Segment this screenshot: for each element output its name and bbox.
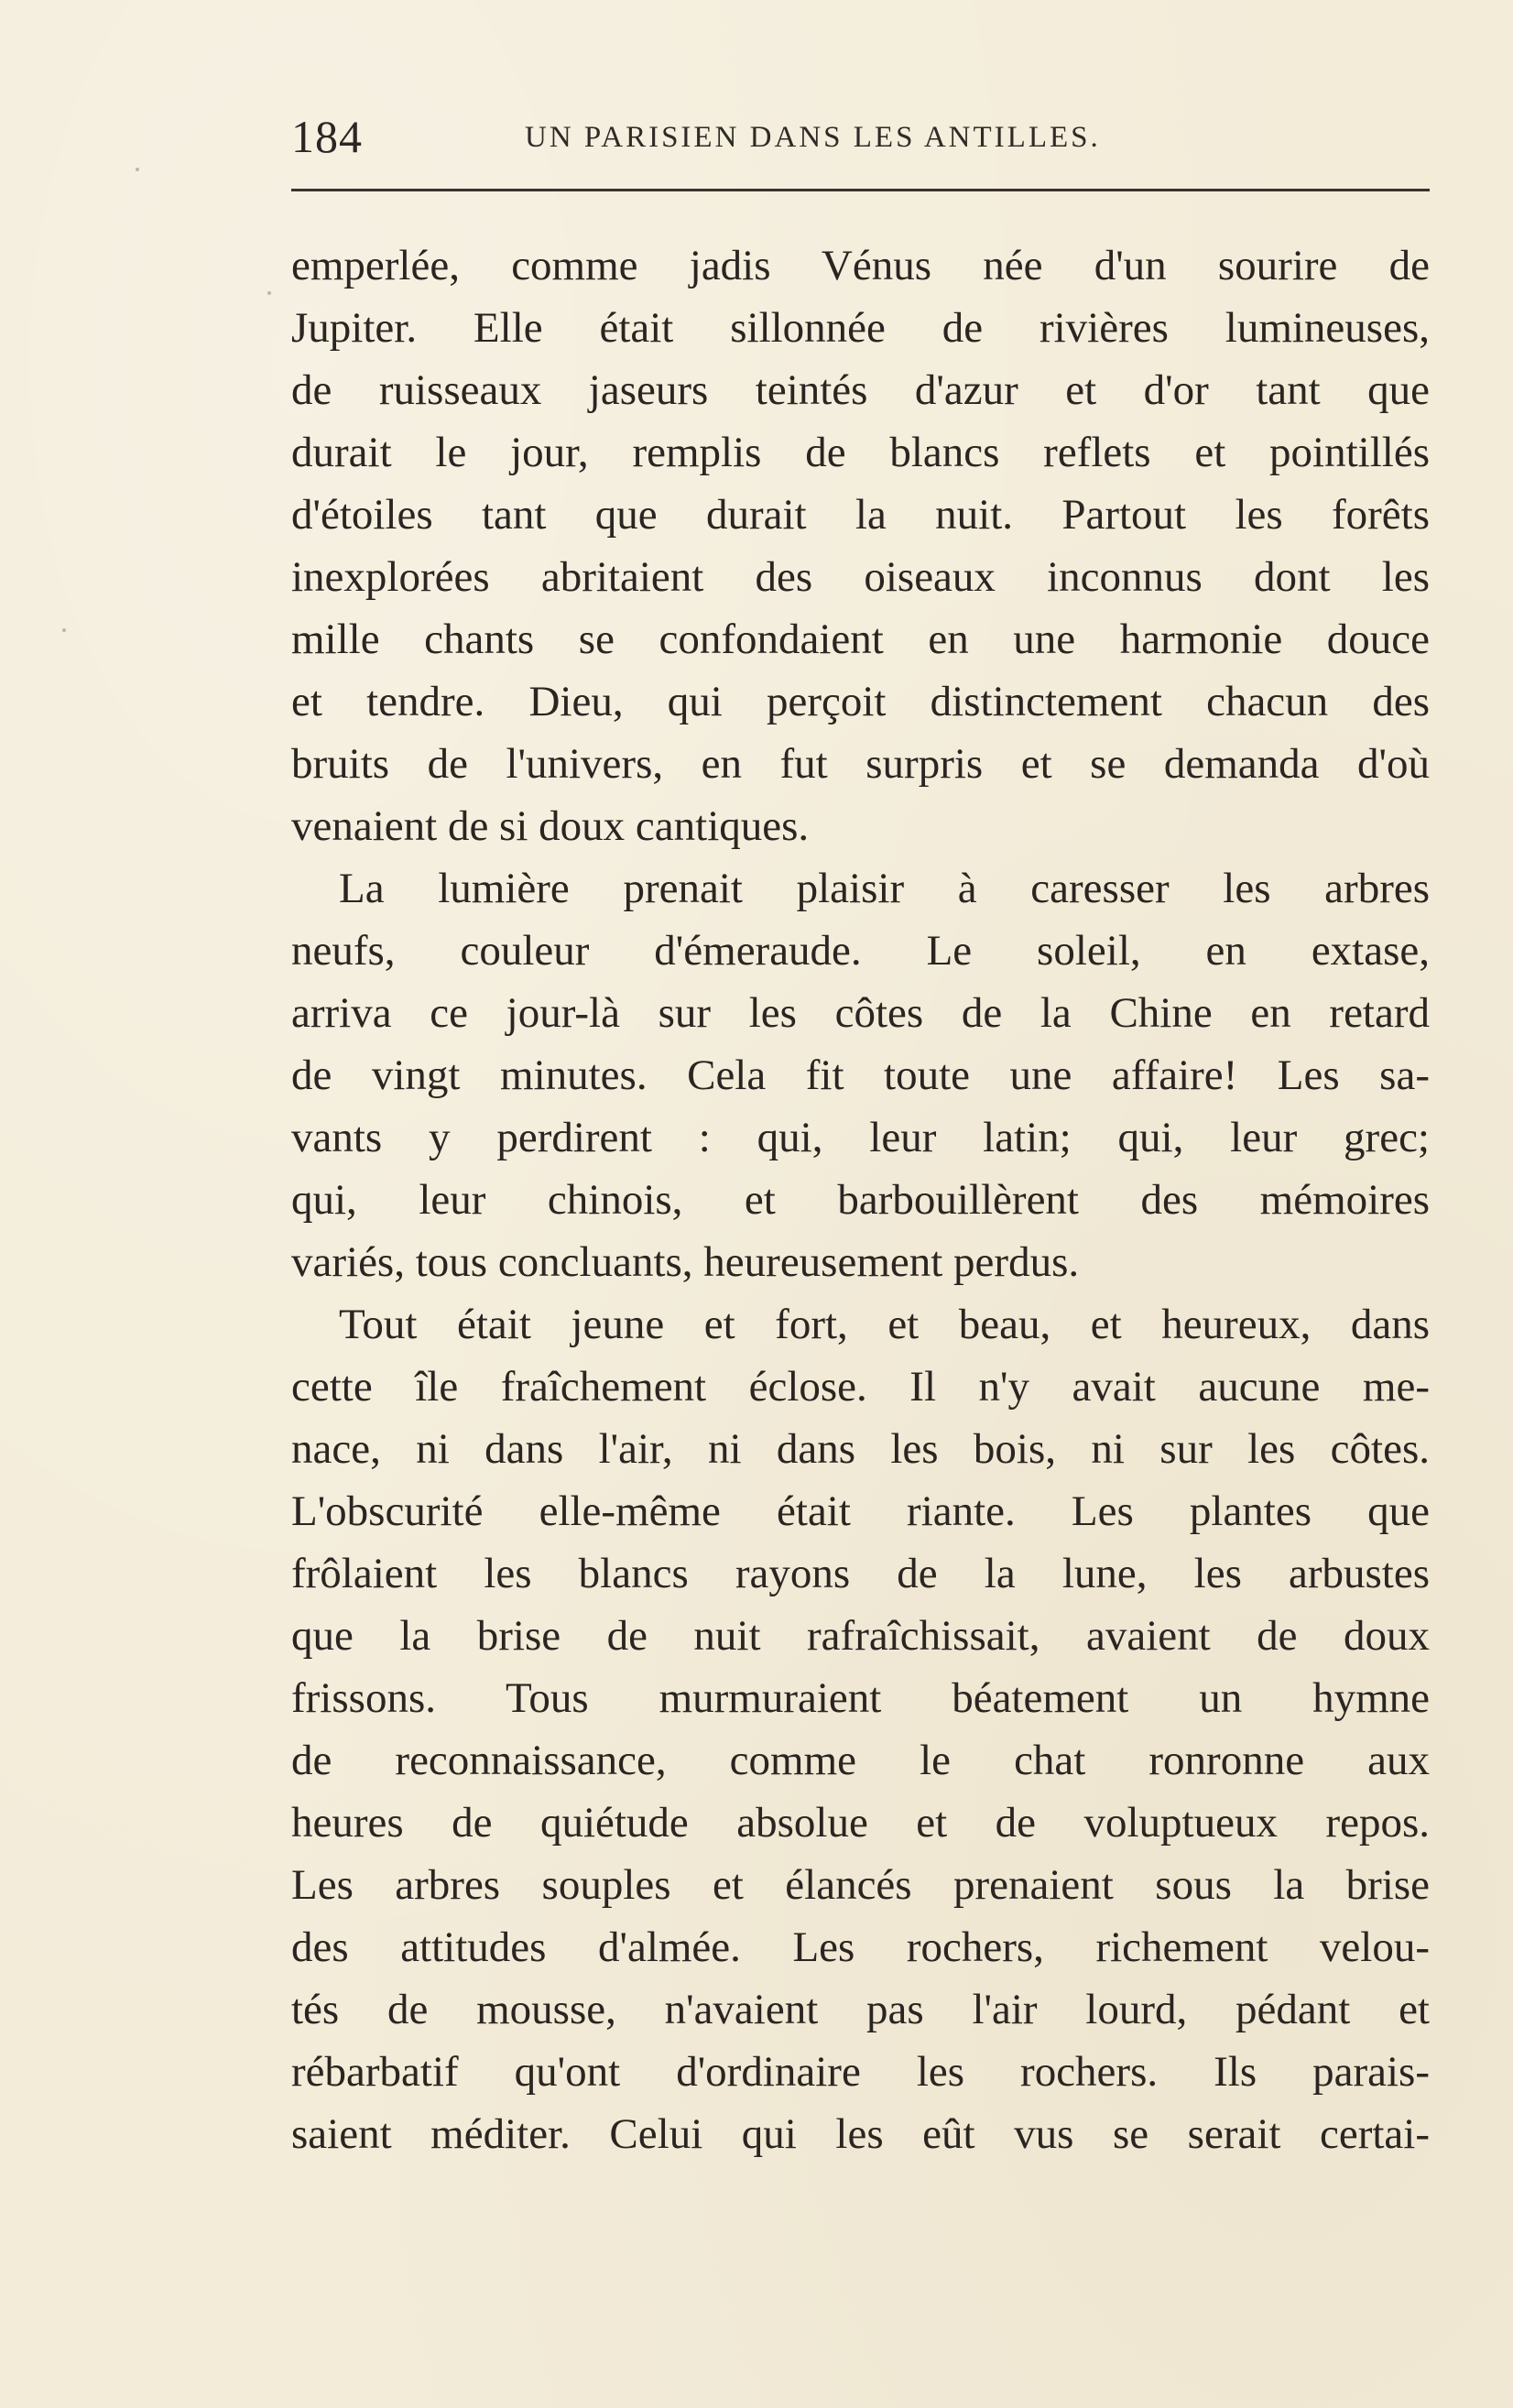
paragraph-2	[291, 857, 1430, 1293]
text-line: des attitudes d'almée. Les rochers, richement velou-	[291, 1923, 1430, 1971]
body-text	[291, 234, 1430, 2165]
text-line: inexplorées abritaient des oiseaux inconnus dont les	[291, 553, 1430, 601]
paper-speck	[62, 628, 66, 632]
text-line: et tendre. Dieu, qui perçoit distinctement chacun des	[291, 678, 1430, 725]
text-line: cette île fraîchement éclose. Il n'y avait aucune me-	[291, 1363, 1430, 1411]
text-line: que la brise de nuit rafraîchissait, avaient de doux	[291, 1612, 1430, 1660]
text-line: saient méditer. Celui qui les eût vus se serait certai-	[291, 2110, 1430, 2158]
running-title: UN PARISIEN DANS LES ANTILLES.	[525, 121, 1101, 154]
text-line: durait le jour, remplis de blancs reflets et pointillés	[291, 429, 1430, 476]
text-line: arriva ce jour-là sur les côtes de la Chine en retard	[291, 989, 1430, 1037]
text-line: La lumière prenait plaisir à caresser les arbres	[339, 865, 1430, 912]
text-line: de ruisseaux jaseurs teintés d'azur et d'or tant que	[291, 366, 1430, 414]
text-line: frôlaient les blancs rayons de la lune, les arbustes	[291, 1550, 1430, 1597]
text-line: mille chants se confondaient en une harmonie douce	[291, 616, 1430, 663]
text-line: qui, leur chinois, et barbouillèrent des mémoires	[291, 1176, 1430, 1224]
paper-speck	[267, 291, 271, 295]
page-header	[291, 110, 1430, 165]
text-line: variés, tous concluants, heureusement perdus.	[291, 1238, 1080, 1286]
text-line: rébarbatif qu'ont d'ordinaire les rochers. Ils parais-	[291, 2048, 1430, 2096]
text-line: neufs, couleur d'émeraude. Le soleil, en extase,	[291, 927, 1430, 975]
paragraph-1	[291, 234, 1430, 857]
text-line: nace, ni dans l'air, ni dans les bois, ni sur les côtes.	[291, 1425, 1430, 1473]
page-number: 184	[291, 111, 363, 162]
text-line: bruits de l'univers, en fut surpris et se demanda d'où	[291, 740, 1430, 788]
text-line: vants y perdirent : qui, leur latin; qui, leur grec;	[291, 1114, 1430, 1161]
text-line: tés de mousse, n'avaient pas l'air lourd, pédant et	[291, 1986, 1430, 2033]
paragraph-3	[291, 1293, 1430, 2165]
paper-speck	[136, 168, 139, 171]
text-line: frissons. Tous murmuraient béatement un hymne	[291, 1674, 1430, 1722]
text-line: venaient de si doux cantiques.	[291, 802, 810, 850]
text-line: emperlée, comme jadis Vénus née d'un sourire de	[291, 242, 1430, 289]
text-line: d'étoiles tant que durait la nuit. Partout les forêts	[291, 491, 1430, 539]
text-line: L'obscurité elle-même était riante. Les plantes que	[291, 1487, 1430, 1535]
text-line: Les arbres souples et élancés prenaient sous la brise	[291, 1861, 1430, 1909]
text-line: de reconnaissance, comme le chat ronronne aux	[291, 1737, 1430, 1784]
text-line: heures de quiétude absolue et de voluptueux repos.	[291, 1799, 1430, 1847]
text-line: de vingt minutes. Cela fit toute une affaire! Les sa-	[291, 1051, 1430, 1099]
header-rule	[291, 189, 1430, 191]
text-line: Jupiter. Elle était sillonnée de rivières lumineuses,	[291, 304, 1430, 352]
text-line: Tout était jeune et fort, et beau, et heureux, dans	[339, 1301, 1430, 1348]
